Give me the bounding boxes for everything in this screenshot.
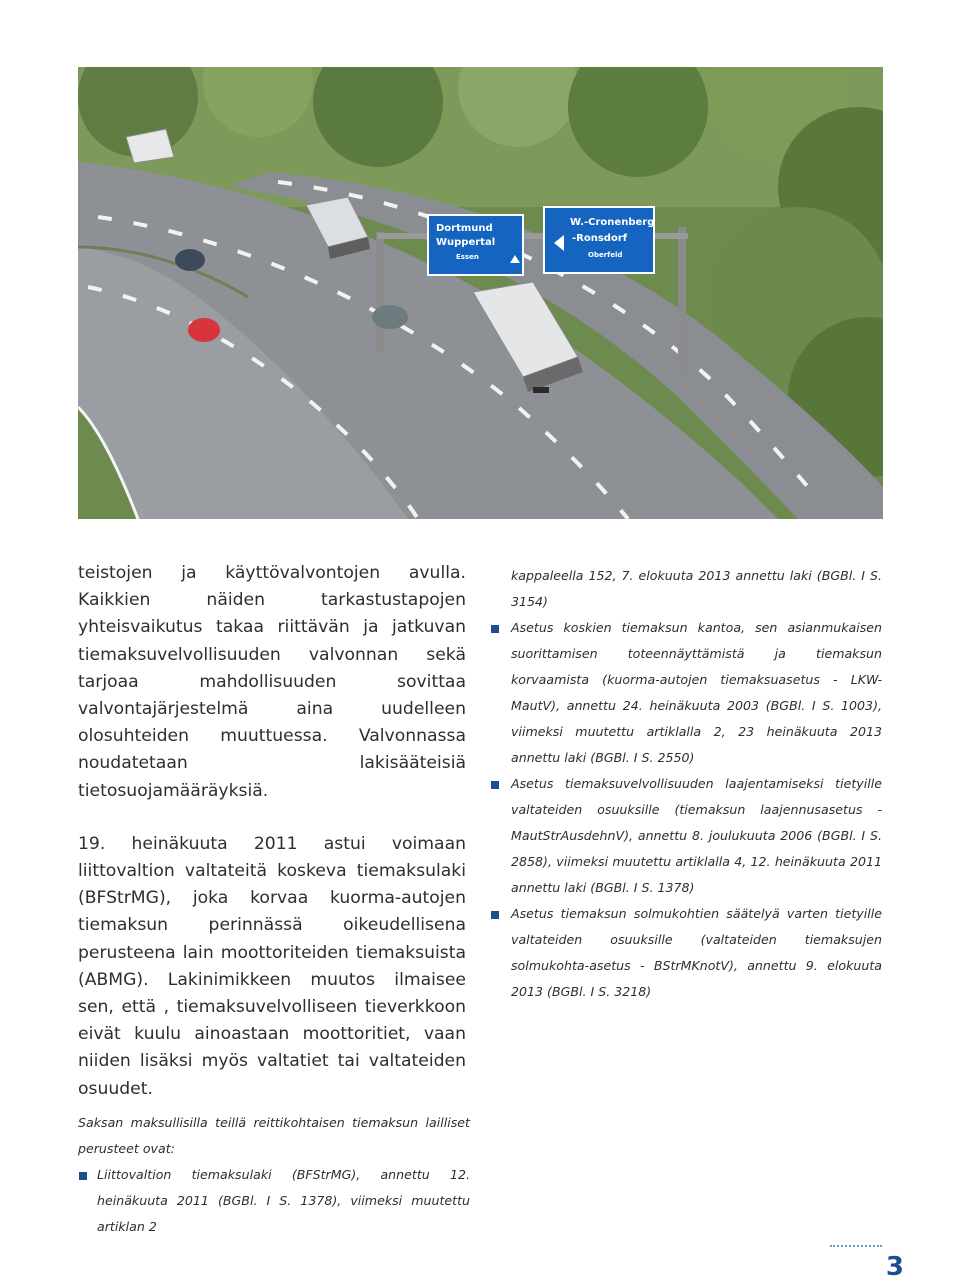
car-grey	[372, 305, 408, 329]
car-red	[188, 318, 220, 342]
svg-text:Oberfeld: Oberfeld	[588, 251, 623, 259]
list-item: Asetus koskien tiemaksun kantoa, sen asianmukaisen suorittamisen toteennäyttämistä ja tiemaksun korvaamista (kuorma-autojen tiemaksuasetus - LKW-MautV), annettu 24. heinäkuuta 2003 (BGBl. I S. 1003), viimeksi muutettu artiklalla 2, 23 heinäkuuta 2013 annettu laki (BGBl. I S. 2550)	[490, 615, 882, 771]
svg-text:Dortmund: Dortmund	[436, 223, 493, 234]
page-number-rule	[830, 1245, 882, 1247]
legal-bullet-list-start	[78, 1162, 470, 1240]
svg-text:Wuppertal: Wuppertal	[436, 237, 496, 248]
list-item: Liittovaltion tiemaksulaki (BFStrMG), annettu 12. heinäkuuta 2011 (BGBl. I S. 1378), viimeksi muutettu artiklan 2	[78, 1162, 470, 1240]
direction-sign-left	[428, 215, 523, 275]
svg-text:W.-Cronenberg: W.-Cronenberg	[570, 217, 655, 228]
legal-basis-intro-block	[78, 1110, 470, 1240]
legal-basis-intro: Saksan maksullisilla teillä reittikohtaisen tiemaksun lailliset perusteet ovat:	[78, 1115, 470, 1156]
highway-photo	[78, 67, 883, 519]
paragraph-toll-law: 19. heinäkuuta 2011 astui voimaan liittovaltion valtateitä koskeva tiemaksulaki (BFStrMG), joka korvaa kuorma-autojen tiemaksun perinnässä oikeudellisena perusteena lain moottoriteiden tiemaksuista (ABMG). Lakinimikkeen muutos ilmaisee sen, että , tiemaksuvelvolliseen tieverkkoon eivät kuulu ainoastaan moottoritiet, vaan niiden lisäksi myös valtatiet tai valtateiden osuudet.	[78, 833, 466, 1099]
car-dark	[175, 249, 205, 271]
list-item: Asetus tiemaksuvelvollisuuden laajentamiseksi tietyille valtateiden osuuksille (tiemaksun laajennusasetus - MautStrAusdehnV), annettu 8. joulukuuta 2006 (BGBl. I S. 2858), viimeksi muutettu artiklalla 4, 12. heinäkuuta 2011 annettu laki (BGBl. I S. 1378)	[490, 771, 882, 901]
svg-text:Essen: Essen	[456, 253, 479, 261]
legal-bullet-list	[490, 615, 882, 1005]
direction-sign-right	[544, 207, 654, 273]
paragraph-monitoring: teistojen ja käyttövalvontojen avulla. Kaikkien näiden tarkastustapojen yhteisvaikutus takaa riittävän ja jatkuvan tiemaksuvelvollisuuden valvonnan sekä tarjoaa mahdollisuuden sovittaa valvontajärjestelmä aina uudelleen olosuhteiden muuttuessa. Valvonnassa noudatetaan lakisääteisiä tietosuojamääräyksiä.	[78, 563, 466, 801]
list-continuation: kappaleella 152, 7. elokuuta 2013 annettu laki (BGBl. I S. 3154)	[511, 568, 882, 609]
legal-basis-list	[490, 563, 882, 1005]
svg-text:-Ronsdorf: -Ronsdorf	[572, 233, 628, 244]
page-number: 3	[885, 1252, 904, 1282]
body-text-left	[78, 560, 466, 1103]
list-item: Asetus tiemaksun solmukohtien säätelyä varten tietyille valtateiden osuuksille (valtateiden tiemaksujen solmukohta-asetus - BStrMKnotV), annettu 9. elokuuta 2013 (BGBl. I S. 3218)	[490, 901, 882, 1005]
